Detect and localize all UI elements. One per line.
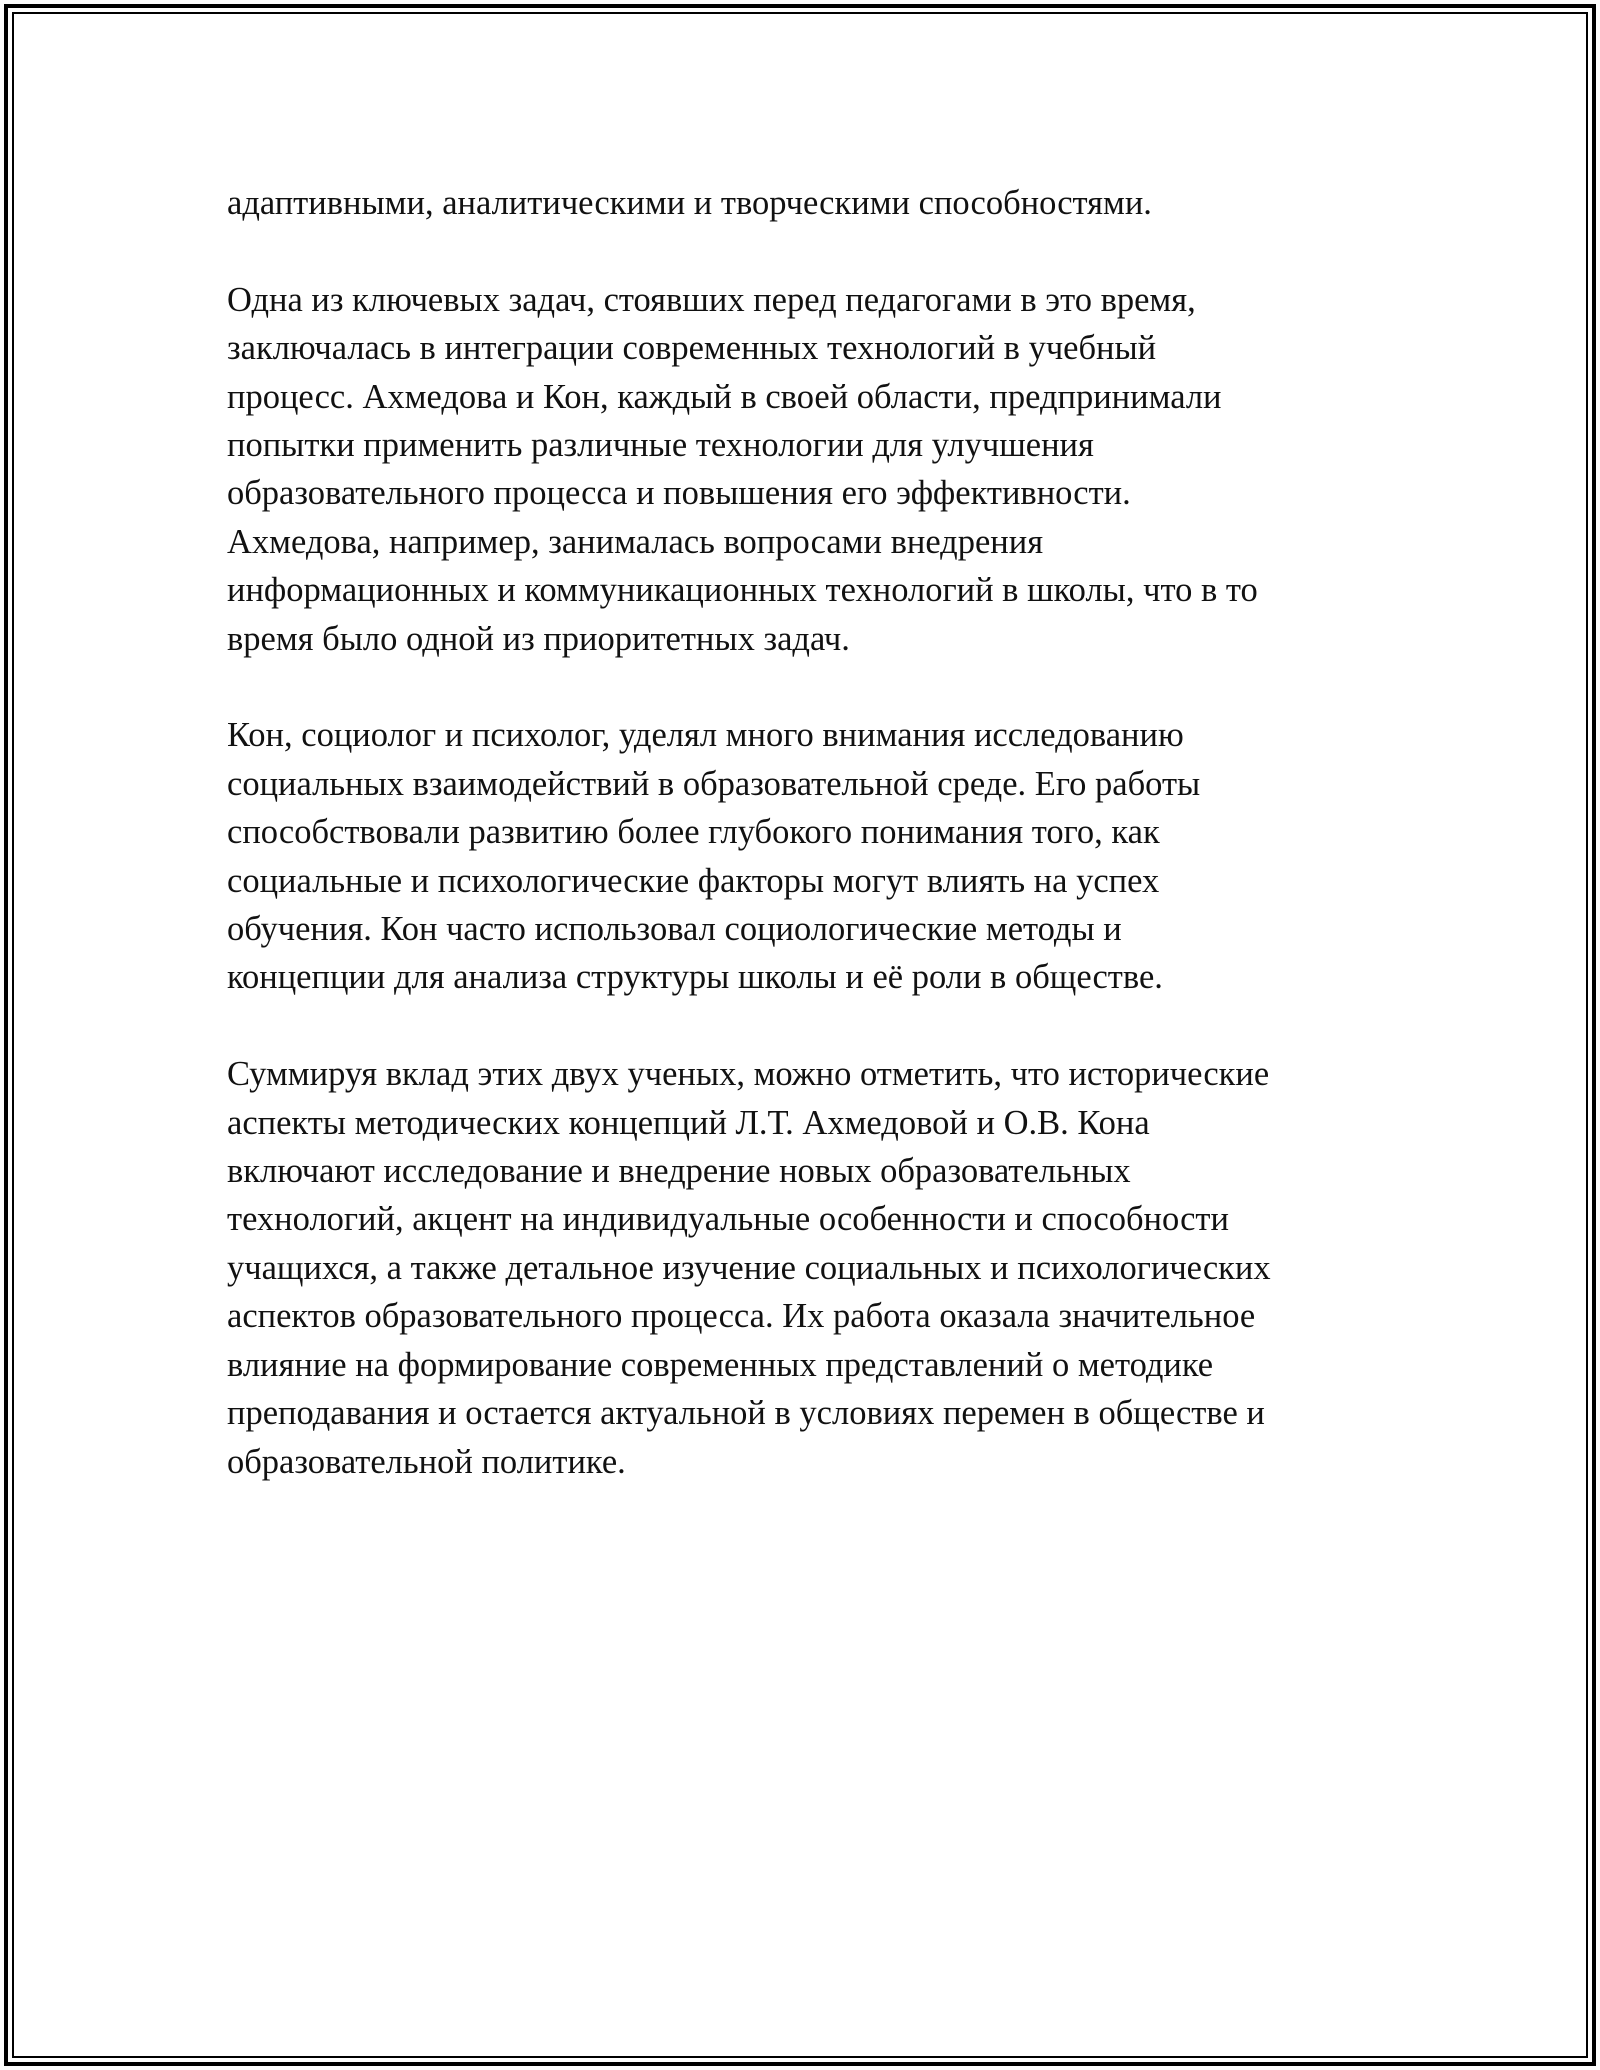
paragraph-gap [227, 663, 1387, 711]
paragraph [227, 1050, 1387, 1486]
paragraph [227, 276, 1387, 663]
text-line: способствовали развитию более глубокого понимания того, как [227, 813, 1160, 852]
text-line: информационных и коммуникационных технологий в школы, что в то [227, 571, 1258, 610]
text-line: Кон, социолог и психолог, уделял много внимания исследованию [227, 716, 1184, 755]
text-line: аспекты методических концепций Л.Т. Ахмедовой и О.В. Кона [227, 1103, 1150, 1142]
text-line: попытки применить различные технологии для улучшения [227, 426, 1094, 465]
text-line: заключалась в интеграции современных технологий в учебный [227, 329, 1157, 368]
text-line: процесс. Ахмедова и Кон, каждый в своей области, предпринимали [227, 377, 1222, 416]
text-line: адаптивными, аналитическими и творческими способностями. [227, 184, 1152, 222]
text-line: социальные и психологические факторы могут влиять на успех [227, 861, 1160, 900]
text-line: технологий, акцент на индивидуальные особенности и способности [227, 1200, 1229, 1239]
paragraph [227, 179, 1387, 227]
text-line: время было одной из приоритетных задач. [227, 619, 850, 658]
text-line: включают исследование и внедрение новых образовательных [227, 1152, 1131, 1191]
text-line: Суммируя вклад этих двух ученых, можно отметить, что исторические [227, 1055, 1270, 1094]
document-body [227, 179, 1387, 1486]
text-line: Одна из ключевых задач, стоявших перед педагогами в это время, [227, 280, 1196, 319]
text-line: аспектов образовательного процесса. Их работа оказала значительное [227, 1297, 1256, 1336]
text-line: влияние на формирование современных представлений о методике [227, 1345, 1214, 1384]
paragraph-gap [227, 1002, 1387, 1050]
text-line: образовательной политике. [227, 1442, 626, 1481]
text-line: преподавания и остается актуальной в условиях перемен в обществе и [227, 1394, 1265, 1433]
text-line: образовательного процесса и повышения его эффективности. [227, 474, 1131, 513]
paragraph-gap [227, 227, 1387, 275]
text-line: социальных взаимодействий в образовательной среде. Его работы [227, 764, 1201, 803]
text-line: учащихся, а также детальное изучение социальных и психологических [227, 1248, 1271, 1287]
text-line: Ахмедова, например, занималась вопросами внедрения [227, 522, 1044, 561]
text-line: концепции для анализа структуры школы и её роли в обществе. [227, 958, 1163, 997]
paragraph [227, 711, 1387, 1001]
text-line: обучения. Кон часто использовал социологические методы и [227, 910, 1122, 949]
